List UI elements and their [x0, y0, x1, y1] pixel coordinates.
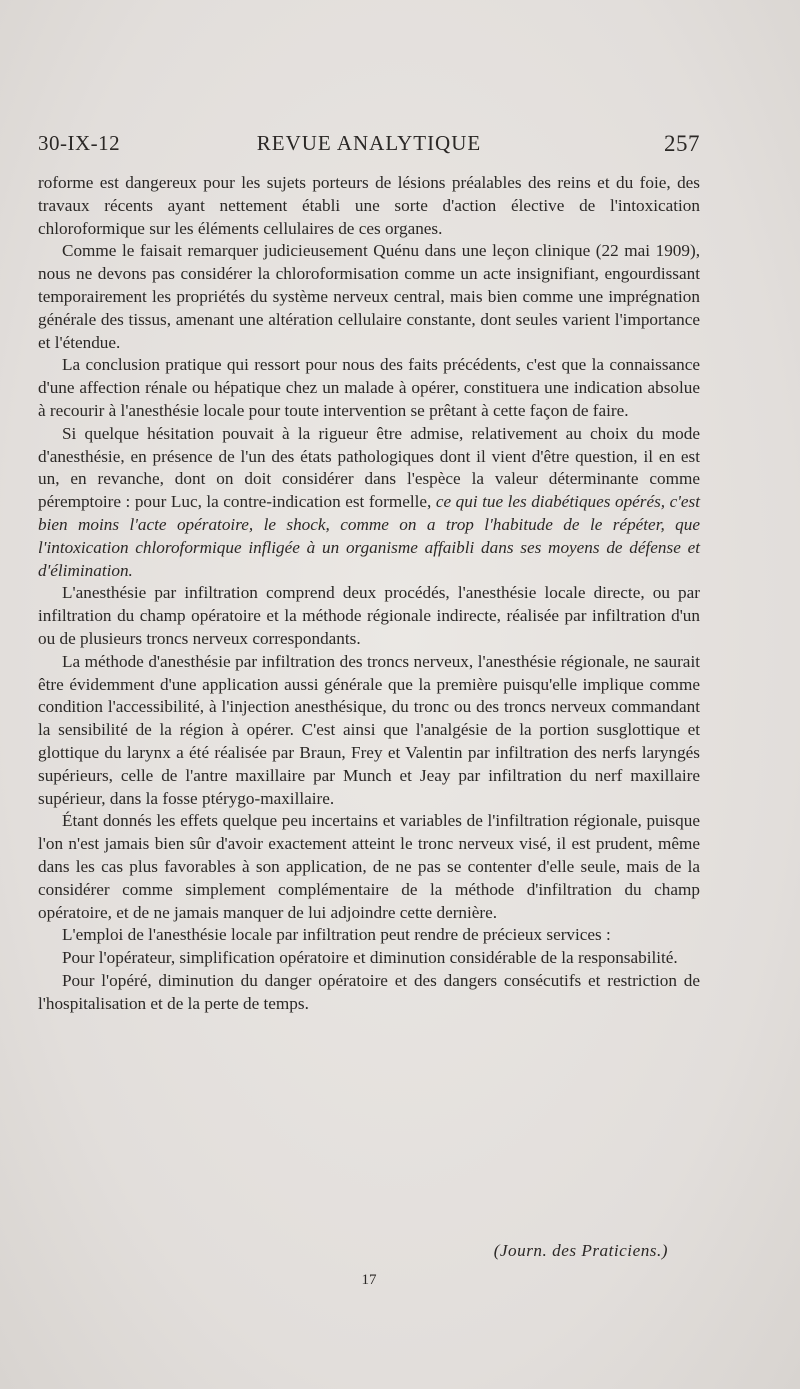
- paragraph: Pour l'opéré, diminution du danger opératoire et des dangers consécutifs et restriction de l'hospitalisation et de la perte de temps.: [38, 970, 700, 1013]
- paragraph-text: Si quelque hésitation pouvait à la rigueur être admise, relativement au choix du mode d'anesthésie, en présence de l'un des états pathologiques dont il vient d'être question, il en est un, en revanche, dont on doit considérer dans l'espèce la valeur déterminante comme péremptoire : pour Luc, la contre-indication est formelle,: [38, 423, 700, 512]
- paragraph: Pour l'opérateur, simplification opératoire et diminution considérable de la responsabilité.: [62, 948, 678, 968]
- paragraph-with-quote: [38, 423, 700, 583]
- paragraph: La méthode d'anesthésie par infiltration des troncs nerveux, l'anesthésie régionale, ne saurait être évidemment d'une application aussi générale que la première puisqu'elle implique comme condition l'accessibilité, à l'injection anesthésique, du tronc ou des troncs nerveux commandant la sensibilité de la région à opérer. C'est ainsi que l'analgésie de la portion susglottique et glottique du larynx a été réalisée par Braun, Frey et Valentin par infiltration des nerfs laryngés supérieurs, celle de l'antre maxillaire par Munch et Jeay par infiltration du nerf maxillaire supérieur, dans la fosse ptérygo-maxillaire.: [38, 651, 700, 808]
- header-title: REVUE ANALYTIQUE: [256, 131, 482, 155]
- article-body: [38, 172, 700, 1015]
- paragraph: Étant donnés les effets quelque peu incertains et variables de l'infiltration régionale, puisque l'on n'est jamais bien sûr d'avoir exactement atteint le tronc nerveux visé, il est prudent, même dans les cas plus favorables à son application, de ne pas se contenter d'elle seule, mais de la considérer comme simplement complémentaire de la méthode d'infiltration du champ opératoire, et de ne jamais manquer de lui adjoindre cette dernière.: [38, 811, 700, 922]
- running-header: [38, 131, 700, 163]
- page-number: 257: [664, 131, 700, 156]
- paragraph: L'emploi de l'anesthésie locale par infiltration peut rendre de précieux services :: [62, 925, 611, 945]
- header-date: 30-IX-12: [38, 131, 121, 155]
- paragraph: L'anesthésie par infiltration comprend deux procédés, l'anesthésie locale directe, ou par infiltration du champ opératoire et la méthode régionale indirecte, réalisée par infiltration d'un ou de plusieurs troncs nerveux correspondants.: [38, 583, 700, 648]
- paragraph: Comme le faisait remarquer judicieusement Quénu dans une leçon clinique (22 mai 1909), nous ne devons pas considérer la chloroformisation comme un acte insignifiant, engourdissant temporairement les propriétés du système nerveux central, mais bien comme une imprégnation générale des tissus, amenant une altération cellulaire constante, dont seules varient l'importance et l'étendue.: [38, 241, 700, 352]
- paragraph: roforme est dangereux pour les sujets porteurs de lésions préalables des reins et du foie, des travaux récents ayant nettement établi une sorte d'action élective de l'intoxication chloroformique sur les éléments cellulaires de ces organes.: [38, 173, 700, 238]
- italic-quote: ce qui tue les diabétiques opérés, c'est bien moins l'acte opératoire, le shock, comme on a trop l'habitude de le répéter, que l'intoxication chloroformique infligée à un organisme affaibli dans ses moyens de défense et d'élimination.: [38, 492, 700, 580]
- paragraph: La conclusion pratique qui ressort pour nous des faits précédents, c'est que la connaissance d'une affection rénale ou hépatique chez un malade à opérer, constituera une indication absolue à recourir à l'anesthésie locale pour toute intervention se prêtant à cette façon de faire.: [38, 355, 700, 420]
- signature-mark: 17: [361, 1272, 377, 1288]
- source-citation: (Journ. des Praticiens.): [493, 1241, 668, 1260]
